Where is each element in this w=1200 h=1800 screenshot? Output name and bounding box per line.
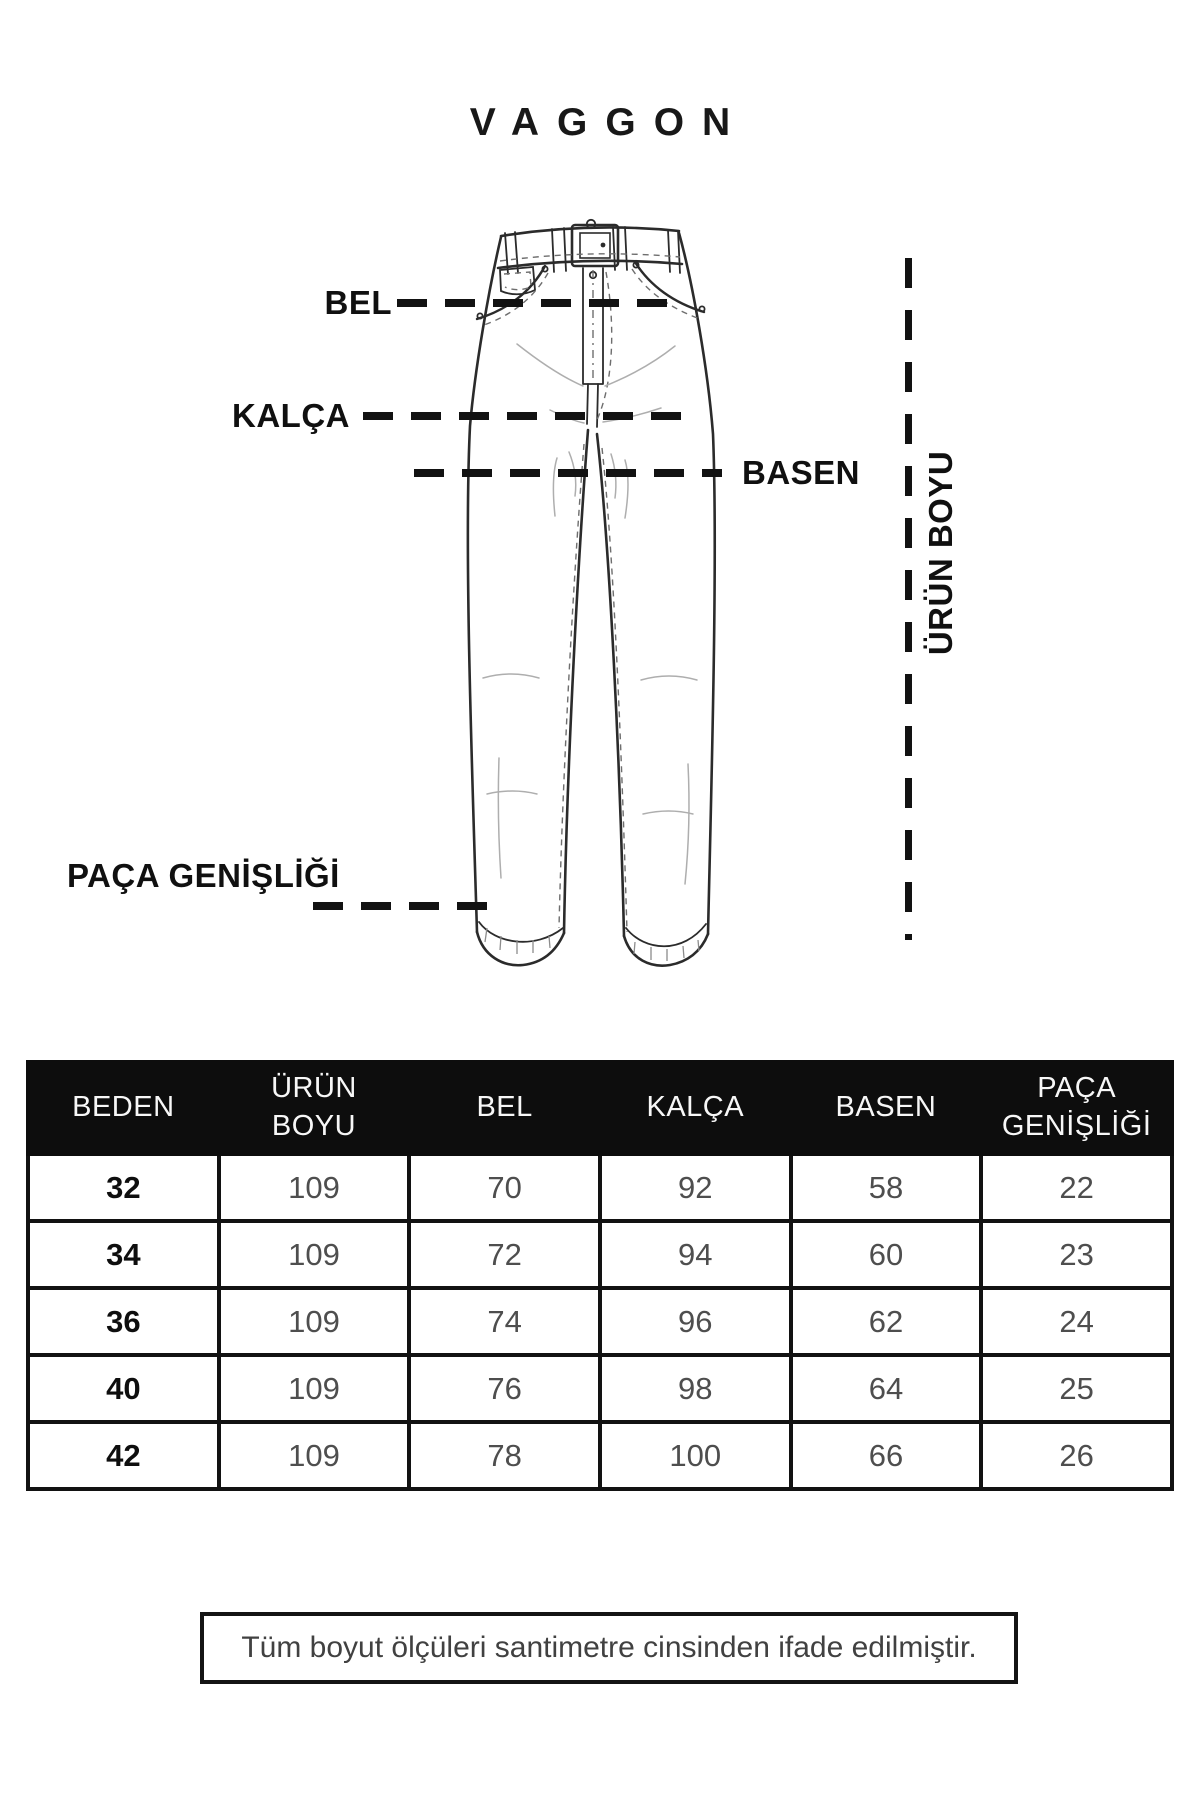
jeans-illustration <box>455 216 725 968</box>
cell-paca: 22 <box>981 1154 1172 1221</box>
cell-urun-boyu: 109 <box>219 1221 410 1288</box>
jeans-details <box>477 220 706 946</box>
cell-basen: 66 <box>791 1422 982 1489</box>
table-row <box>28 1288 1172 1355</box>
table-row <box>28 1154 1172 1221</box>
size-table <box>26 1060 1174 1491</box>
column-header-paca-genisligi: PAÇA GENİŞLİĞİ <box>981 1062 1172 1154</box>
column-header-bel: BEL <box>409 1062 600 1154</box>
cell-bel: 70 <box>409 1154 600 1221</box>
cell-basen: 60 <box>791 1221 982 1288</box>
cell-beden: 40 <box>28 1355 219 1422</box>
column-header-kalca: KALÇA <box>600 1062 791 1154</box>
column-header-beden: BEDEN <box>28 1062 219 1154</box>
kalca-measure-line <box>363 412 685 420</box>
cell-paca: 25 <box>981 1355 1172 1422</box>
measurement-unit-note <box>200 1612 1018 1684</box>
cell-basen: 64 <box>791 1355 982 1422</box>
cell-bel: 72 <box>409 1221 600 1288</box>
cell-beden: 42 <box>28 1422 219 1489</box>
cell-beden: 34 <box>28 1221 219 1288</box>
jeans-wrinkles <box>483 344 697 884</box>
bel-measure-line <box>397 299 671 307</box>
table-row <box>28 1221 1172 1288</box>
cell-basen: 58 <box>791 1154 982 1221</box>
cell-kalca: 92 <box>600 1154 791 1221</box>
jeans-outline <box>468 227 715 965</box>
bel-label: BEL <box>324 284 392 321</box>
cell-bel: 76 <box>409 1355 600 1422</box>
cell-bel: 78 <box>409 1422 600 1489</box>
brand-logo: VAGGON <box>469 101 749 144</box>
table-row <box>28 1355 1172 1422</box>
cell-kalca: 96 <box>600 1288 791 1355</box>
cell-urun-boyu: 109 <box>219 1355 410 1422</box>
cell-bel: 74 <box>409 1288 600 1355</box>
cell-paca: 26 <box>981 1422 1172 1489</box>
cell-basen: 62 <box>791 1288 982 1355</box>
jeans-stitching <box>481 254 700 932</box>
column-header-urun-boyu: ÜRÜN BOYU <box>219 1062 410 1154</box>
cell-urun-boyu: 109 <box>219 1154 410 1221</box>
cell-kalca: 94 <box>600 1221 791 1288</box>
paca-measure-line <box>313 902 489 910</box>
column-header-basen: BASEN <box>791 1062 982 1154</box>
cell-paca: 23 <box>981 1221 1172 1288</box>
size-table-header <box>28 1062 1172 1154</box>
kalca-label: KALÇA <box>232 397 350 434</box>
urun-boyu-label: ÜRÜN BOYU <box>922 450 959 656</box>
cell-beden: 32 <box>28 1154 219 1221</box>
cell-paca: 24 <box>981 1288 1172 1355</box>
basen-measure-line <box>414 469 722 477</box>
measurement-unit-note-text: Tüm boyut ölçüleri santimetre cinsinden ifade edilmiştir. <box>241 1631 977 1664</box>
cell-beden: 36 <box>28 1288 219 1355</box>
hem-ticks <box>485 928 699 961</box>
cell-urun-boyu: 109 <box>219 1422 410 1489</box>
cell-kalca: 98 <box>600 1355 791 1422</box>
cell-urun-boyu: 109 <box>219 1288 410 1355</box>
table-row <box>28 1422 1172 1489</box>
cell-kalca: 100 <box>600 1422 791 1489</box>
paca-genisligi-label: PAÇA GENİŞLİĞİ <box>67 857 340 894</box>
basen-label: BASEN <box>742 454 861 491</box>
urun-boyu-measure-line <box>905 258 912 940</box>
